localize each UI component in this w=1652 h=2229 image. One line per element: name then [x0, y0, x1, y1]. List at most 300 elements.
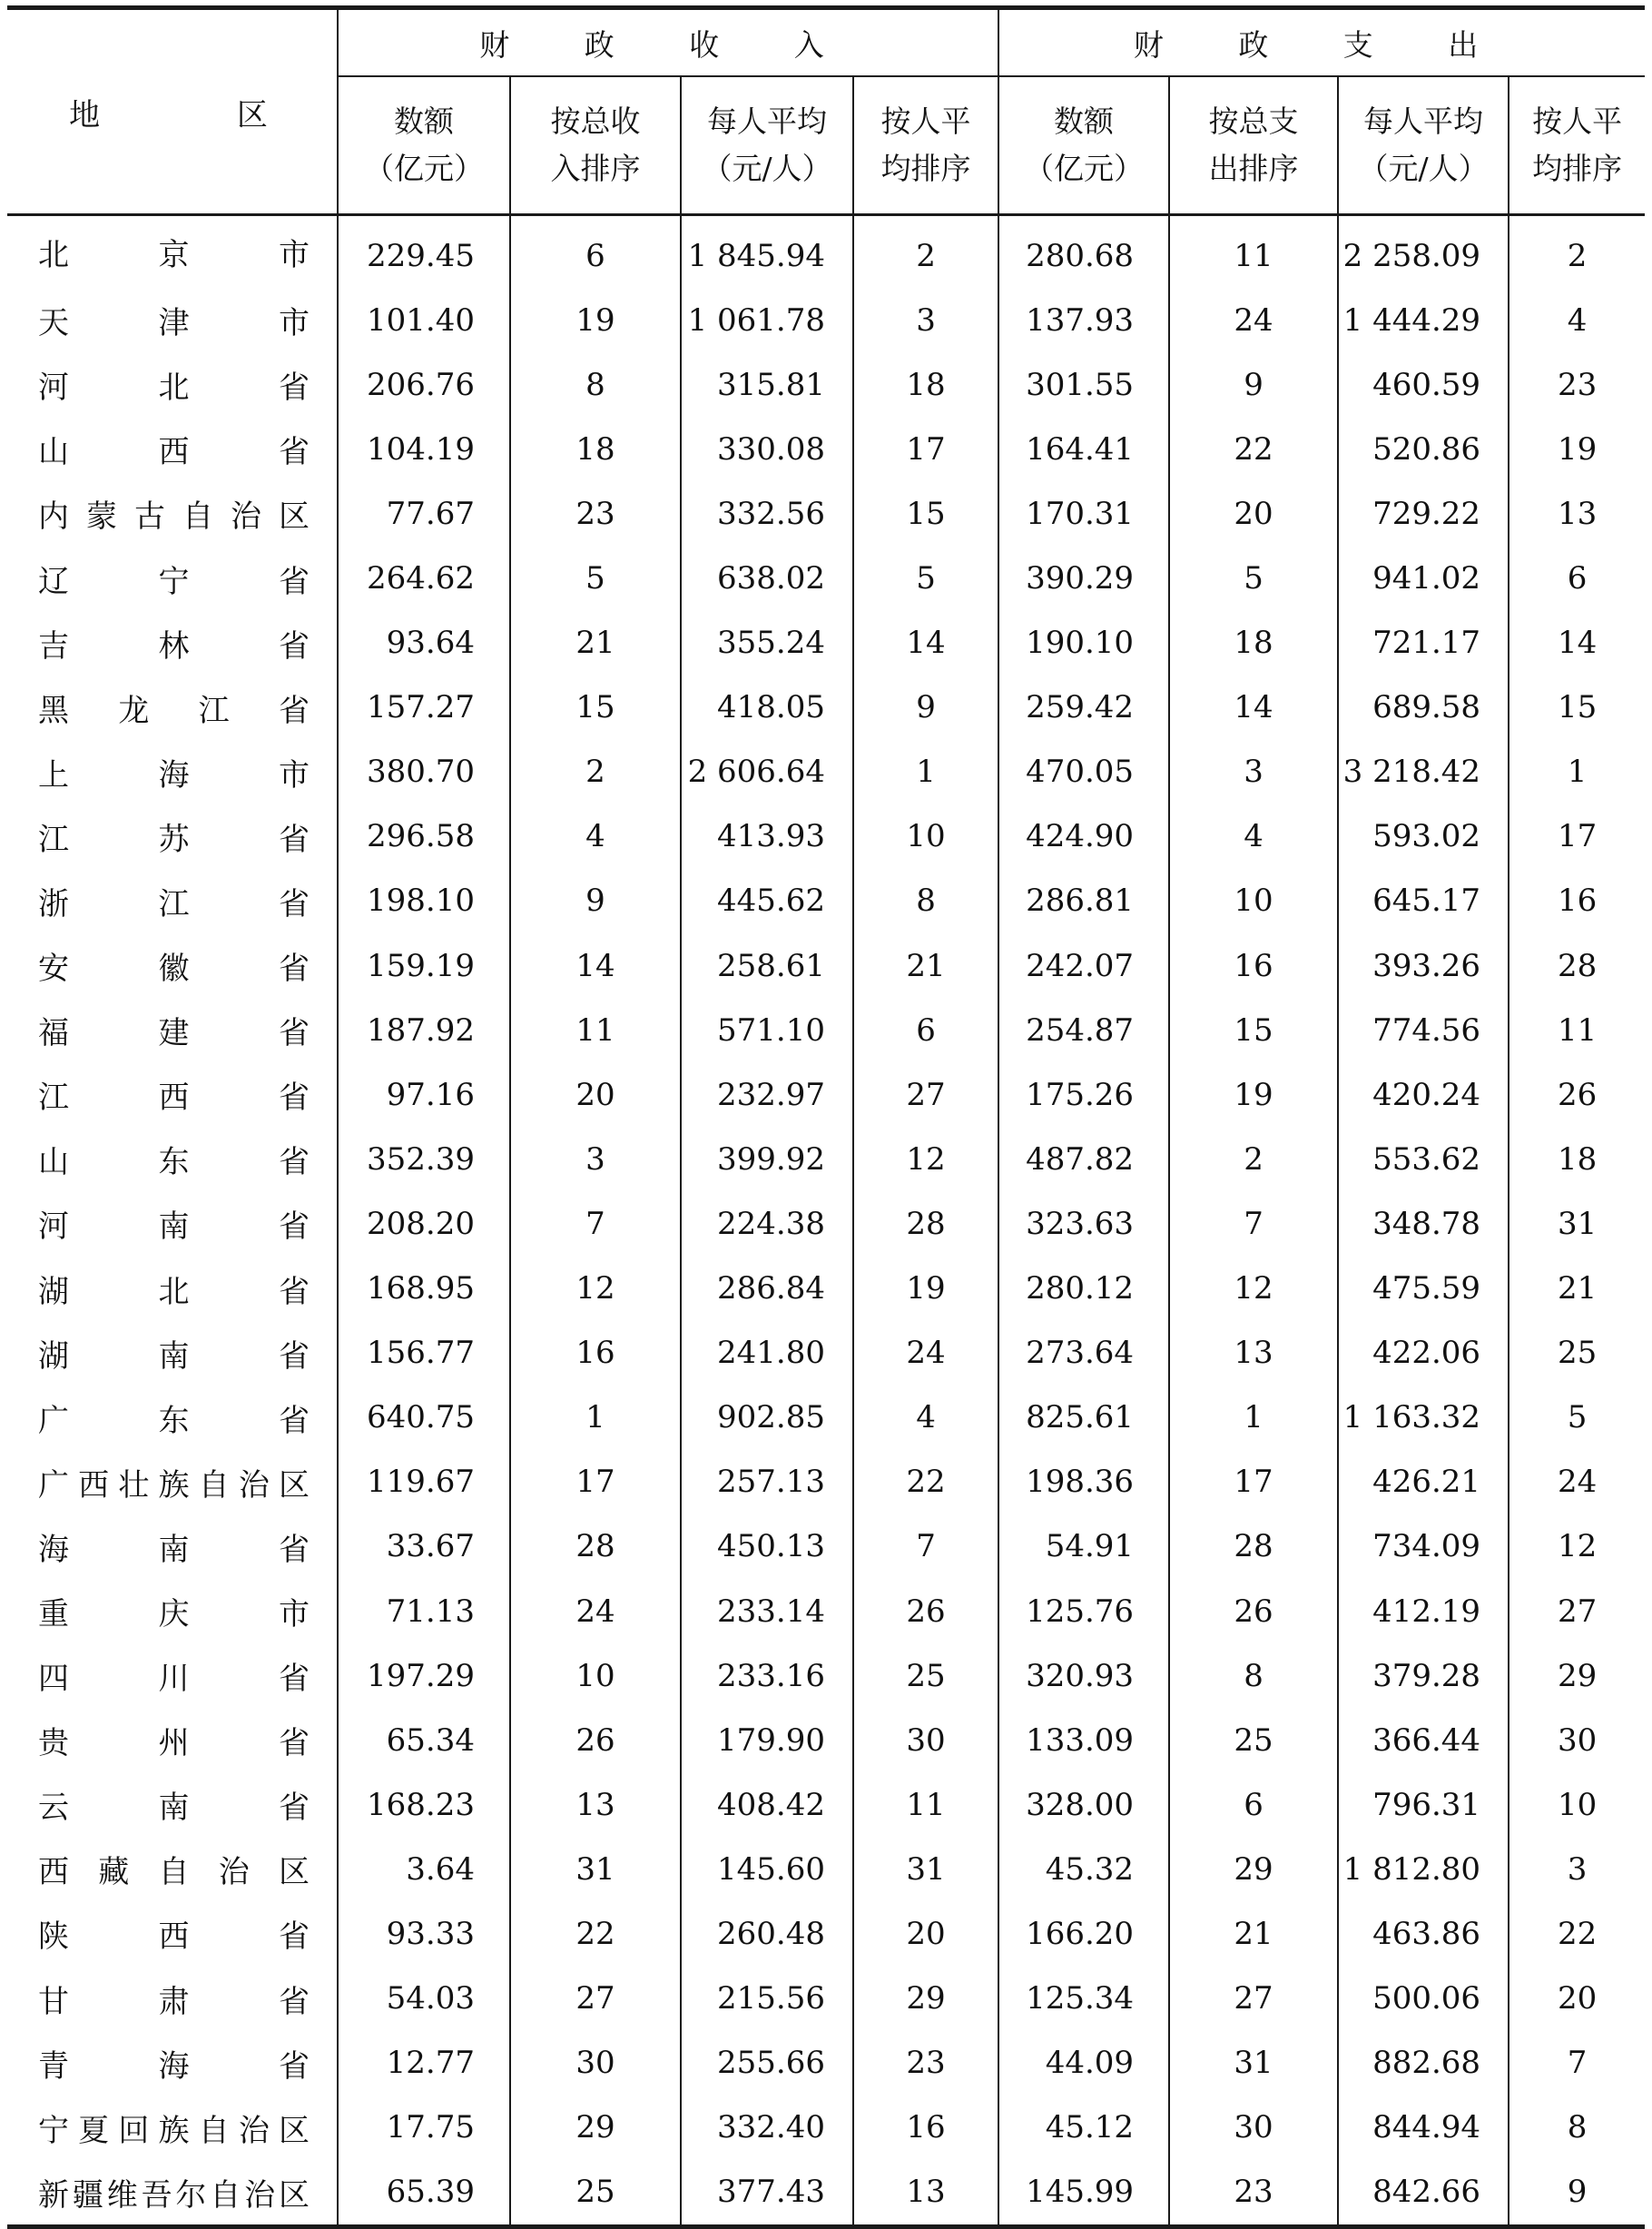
expenditure-amount-cell: 125.34	[998, 1967, 1169, 2031]
expenditure-rank-cell: 31	[1169, 2031, 1338, 2096]
expenditure-per-capita-rank-cell: 3	[1509, 1837, 1645, 1901]
expenditure-amount-cell: 54.91	[998, 1514, 1169, 1579]
region-cell: 山东省	[38, 1144, 310, 1181]
region-cell: 上海市	[38, 756, 310, 794]
expenditure-per-capita-rank-cell: 20	[1509, 1967, 1645, 2031]
income-per-capita-rank-cell: 6	[853, 998, 998, 1062]
income-amount-cell: 156.77	[338, 1321, 510, 1386]
expenditure-rank-cell: 23	[1169, 2160, 1338, 2227]
income-amount-cell: 264.62	[338, 546, 510, 610]
header-expenditure-group: 财 政 支 出	[998, 8, 1645, 77]
income-rank-cell: 2	[510, 740, 681, 804]
expenditure-rank-cell: 21	[1169, 1901, 1338, 1966]
table-row	[7, 1579, 1645, 1643]
income-amount-cell: 93.64	[338, 611, 510, 676]
expenditure-per-capita-rank-cell: 7	[1509, 2031, 1645, 2096]
expenditure-amount-cell: 45.32	[998, 1837, 1169, 1901]
region-cell: 甘肃省	[38, 1983, 310, 2020]
table-row	[7, 1386, 1645, 1450]
income-amount-cell: 65.34	[338, 1708, 510, 1772]
income-per-capita-rank-cell: 23	[853, 2031, 998, 2096]
income-amount-cell: 168.95	[338, 1257, 510, 1321]
income-per-capita-rank-cell: 5	[853, 546, 998, 610]
expenditure-per-capita-rank-cell: 25	[1509, 1321, 1645, 1386]
income-per-capita-cell: 399.92	[681, 1127, 853, 1191]
expenditure-per-capita-rank-cell: 11	[1509, 998, 1645, 1062]
expenditure-amount-cell: 133.09	[998, 1708, 1169, 1772]
expenditure-amount-cell: 320.93	[998, 1643, 1169, 1708]
expenditure-per-capita-cell: 553.62	[1338, 1127, 1509, 1191]
income-amount-cell: 640.75	[338, 1386, 510, 1450]
expenditure-per-capita-cell: 422.06	[1338, 1321, 1509, 1386]
expenditure-per-capita-cell: 379.28	[1338, 1643, 1509, 1708]
expenditure-amount-cell: 328.00	[998, 1772, 1169, 1837]
income-per-capita-cell: 638.02	[681, 546, 853, 610]
income-per-capita-rank-cell: 13	[853, 2160, 998, 2227]
expenditure-per-capita-rank-cell: 13	[1509, 481, 1645, 546]
expenditure-per-capita-cell: 393.26	[1338, 933, 1509, 998]
table-row	[7, 417, 1645, 481]
income-rank-cell: 19	[510, 288, 681, 352]
income-rank-cell: 3	[510, 1127, 681, 1191]
income-rank-cell: 9	[510, 869, 681, 933]
expenditure-rank-cell: 16	[1169, 933, 1338, 998]
expenditure-per-capita-rank-cell: 16	[1509, 869, 1645, 933]
expenditure-per-capita-rank-cell: 30	[1509, 1708, 1645, 1772]
income-per-capita-rank-cell: 27	[853, 1062, 998, 1127]
expenditure-rank-cell: 5	[1169, 546, 1338, 610]
expenditure-per-capita-rank-cell: 23	[1509, 352, 1645, 417]
expenditure-per-capita-cell: 475.59	[1338, 1257, 1509, 1321]
table-row	[7, 2160, 1645, 2227]
expenditure-rank-cell: 3	[1169, 740, 1338, 804]
header-region: 地 区	[7, 8, 338, 215]
table-row	[7, 481, 1645, 546]
income-rank-cell: 28	[510, 1514, 681, 1579]
income-rank-cell: 26	[510, 1708, 681, 1772]
region-cell: 湖北省	[38, 1273, 310, 1310]
income-rank-cell: 30	[510, 2031, 681, 2096]
expenditure-per-capita-rank-cell: 18	[1509, 1127, 1645, 1191]
income-per-capita-cell: 418.05	[681, 676, 853, 740]
expenditure-amount-cell: 273.64	[998, 1321, 1169, 1386]
income-per-capita-rank-cell: 22	[853, 1450, 998, 1514]
table-row	[7, 1062, 1645, 1127]
income-amount-cell: 97.16	[338, 1062, 510, 1127]
header-income-group: 财 政 收 入	[338, 8, 998, 77]
income-rank-cell: 14	[510, 933, 681, 998]
expenditure-amount-cell: 45.12	[998, 2096, 1169, 2160]
region-cell: 新疆维吾尔自治区	[38, 2176, 310, 2214]
table-row	[7, 1127, 1645, 1191]
header-income-amount: 数额 （亿元）	[338, 76, 510, 215]
expenditure-per-capita-cell: 520.86	[1338, 417, 1509, 481]
expenditure-amount-cell: 280.12	[998, 1257, 1169, 1321]
income-per-capita-rank-cell: 25	[853, 1643, 998, 1708]
region-cell: 浙江省	[38, 885, 310, 922]
header-income-per-capita: 每人平均 （元/人）	[681, 76, 853, 215]
expenditure-per-capita-rank-cell: 12	[1509, 1514, 1645, 1579]
expenditure-amount-cell: 175.26	[998, 1062, 1169, 1127]
income-amount-cell: 157.27	[338, 676, 510, 740]
income-per-capita-cell: 286.84	[681, 1257, 853, 1321]
expenditure-per-capita-rank-cell: 10	[1509, 1772, 1645, 1837]
region-cell: 内蒙古自治区	[38, 498, 310, 536]
income-rank-cell: 18	[510, 417, 681, 481]
expenditure-per-capita-cell: 729.22	[1338, 481, 1509, 546]
income-rank-cell: 16	[510, 1321, 681, 1386]
expenditure-rank-cell: 14	[1169, 676, 1338, 740]
income-per-capita-cell: 355.24	[681, 611, 853, 676]
income-amount-cell: 296.58	[338, 804, 510, 869]
expenditure-amount-cell: 137.93	[998, 288, 1169, 352]
table-row	[7, 1772, 1645, 1837]
expenditure-per-capita-rank-cell: 4	[1509, 288, 1645, 352]
income-amount-cell: 33.67	[338, 1514, 510, 1579]
income-per-capita-cell: 332.56	[681, 481, 853, 546]
income-rank-cell: 8	[510, 352, 681, 417]
expenditure-rank-cell: 27	[1169, 1967, 1338, 2031]
income-per-capita-cell: 332.40	[681, 2096, 853, 2160]
expenditure-amount-cell: 487.82	[998, 1127, 1169, 1191]
income-per-capita-cell: 241.80	[681, 1321, 853, 1386]
income-amount-cell: 352.39	[338, 1127, 510, 1191]
expenditure-rank-cell: 13	[1169, 1321, 1338, 1386]
expenditure-rank-cell: 28	[1169, 1514, 1338, 1579]
income-per-capita-cell: 145.60	[681, 1837, 853, 1901]
region-cell: 海南省	[38, 1531, 310, 1568]
expenditure-per-capita-cell: 500.06	[1338, 1967, 1509, 2031]
region-cell: 天津市	[38, 305, 310, 342]
income-amount-cell: 208.20	[338, 1191, 510, 1256]
table-row	[7, 1321, 1645, 1386]
income-amount-cell: 198.10	[338, 869, 510, 933]
region-cell: 重庆市	[38, 1596, 310, 1633]
expenditure-per-capita-rank-cell: 2	[1509, 215, 1645, 289]
region-cell: 北京市	[38, 237, 310, 274]
header-expenditure-per-capita-rank: 按人平 均排序	[1509, 76, 1645, 215]
expenditure-per-capita-cell: 366.44	[1338, 1708, 1509, 1772]
income-per-capita-cell: 571.10	[681, 998, 853, 1062]
expenditure-rank-cell: 7	[1169, 1191, 1338, 1256]
expenditure-rank-cell: 9	[1169, 352, 1338, 417]
expenditure-per-capita-cell: 1 812.80	[1338, 1837, 1509, 1901]
expenditure-per-capita-rank-cell: 19	[1509, 417, 1645, 481]
income-amount-cell: 54.03	[338, 1967, 510, 2031]
income-per-capita-cell: 224.38	[681, 1191, 853, 1256]
income-amount-cell: 12.77	[338, 2031, 510, 2096]
income-per-capita-rank-cell: 14	[853, 611, 998, 676]
income-per-capita-cell: 2 606.64	[681, 740, 853, 804]
region-cell: 四川省	[38, 1661, 310, 1698]
income-amount-cell: 206.76	[338, 352, 510, 417]
income-per-capita-rank-cell: 16	[853, 2096, 998, 2160]
region-cell: 江西省	[38, 1080, 310, 1117]
expenditure-per-capita-cell: 593.02	[1338, 804, 1509, 869]
header-expenditure-rank: 按总支 出排序	[1169, 76, 1338, 215]
header-income-per-capita-rank: 按人平 均排序	[853, 76, 998, 215]
expenditure-amount-cell: 825.61	[998, 1386, 1169, 1450]
table-header	[7, 8, 1645, 215]
fiscal-table	[7, 5, 1645, 2229]
expenditure-per-capita-rank-cell: 17	[1509, 804, 1645, 869]
expenditure-per-capita-cell: 941.02	[1338, 546, 1509, 610]
expenditure-per-capita-cell: 842.66	[1338, 2160, 1509, 2227]
region-cell: 辽宁省	[38, 563, 310, 600]
expenditure-rank-cell: 18	[1169, 611, 1338, 676]
expenditure-per-capita-rank-cell: 8	[1509, 2096, 1645, 2160]
table-body	[7, 215, 1645, 2227]
expenditure-rank-cell: 25	[1169, 1708, 1338, 1772]
region-cell: 安徽省	[38, 951, 310, 988]
expenditure-per-capita-cell: 426.21	[1338, 1450, 1509, 1514]
expenditure-rank-cell: 4	[1169, 804, 1338, 869]
region-cell: 河南省	[38, 1208, 310, 1246]
expenditure-amount-cell: 198.36	[998, 1450, 1169, 1514]
income-amount-cell: 71.13	[338, 1579, 510, 1643]
income-per-capita-rank-cell: 1	[853, 740, 998, 804]
expenditure-rank-cell: 29	[1169, 1837, 1338, 1901]
region-cell: 湖南省	[38, 1337, 310, 1375]
table-row	[7, 288, 1645, 352]
expenditure-rank-cell: 2	[1169, 1127, 1338, 1191]
income-per-capita-rank-cell: 2	[853, 215, 998, 289]
expenditure-amount-cell: 301.55	[998, 352, 1169, 417]
income-per-capita-cell: 258.61	[681, 933, 853, 998]
income-per-capita-cell: 255.66	[681, 2031, 853, 2096]
income-per-capita-rank-cell: 28	[853, 1191, 998, 1256]
expenditure-amount-cell: 424.90	[998, 804, 1169, 869]
table-row	[7, 1257, 1645, 1321]
income-amount-cell: 229.45	[338, 215, 510, 289]
income-per-capita-rank-cell: 24	[853, 1321, 998, 1386]
income-per-capita-cell: 260.48	[681, 1901, 853, 1966]
expenditure-rank-cell: 17	[1169, 1450, 1338, 1514]
expenditure-rank-cell: 19	[1169, 1062, 1338, 1127]
income-per-capita-cell: 257.13	[681, 1450, 853, 1514]
table-row	[7, 1191, 1645, 1256]
region-cell: 西藏自治区	[38, 1854, 310, 1891]
region-cell: 河北省	[38, 370, 310, 407]
income-per-capita-rank-cell: 11	[853, 1772, 998, 1837]
expenditure-rank-cell: 30	[1169, 2096, 1338, 2160]
expenditure-per-capita-rank-cell: 1	[1509, 740, 1645, 804]
income-per-capita-rank-cell: 19	[853, 1257, 998, 1321]
income-per-capita-cell: 445.62	[681, 869, 853, 933]
income-amount-cell: 101.40	[338, 288, 510, 352]
region-cell: 宁夏回族自治区	[38, 2112, 310, 2149]
expenditure-per-capita-cell: 774.56	[1338, 998, 1509, 1062]
income-amount-cell: 17.75	[338, 2096, 510, 2160]
income-amount-cell: 77.67	[338, 481, 510, 546]
expenditure-rank-cell: 15	[1169, 998, 1338, 1062]
income-per-capita-rank-cell: 15	[853, 481, 998, 546]
expenditure-per-capita-cell: 460.59	[1338, 352, 1509, 417]
header-income-rank: 按总收 入排序	[510, 76, 681, 215]
income-per-capita-cell: 232.97	[681, 1062, 853, 1127]
income-per-capita-cell: 315.81	[681, 352, 853, 417]
expenditure-rank-cell: 26	[1169, 1579, 1338, 1643]
region-cell: 黑龙江省	[38, 692, 310, 729]
income-rank-cell: 22	[510, 1901, 681, 1966]
income-rank-cell: 21	[510, 611, 681, 676]
expenditure-amount-cell: 286.81	[998, 869, 1169, 933]
expenditure-per-capita-rank-cell: 31	[1509, 1191, 1645, 1256]
expenditure-per-capita-cell: 1 163.32	[1338, 1386, 1509, 1450]
income-rank-cell: 29	[510, 2096, 681, 2160]
expenditure-per-capita-cell: 2 258.09	[1338, 215, 1509, 289]
region-cell: 广西壮族自治区	[38, 1466, 310, 1504]
expenditure-per-capita-cell: 796.31	[1338, 1772, 1509, 1837]
expenditure-per-capita-cell: 420.24	[1338, 1062, 1509, 1127]
income-per-capita-cell: 408.42	[681, 1772, 853, 1837]
income-per-capita-rank-cell: 4	[853, 1386, 998, 1450]
table-row	[7, 2096, 1645, 2160]
expenditure-amount-cell: 323.63	[998, 1191, 1169, 1256]
expenditure-amount-cell: 170.31	[998, 481, 1169, 546]
expenditure-amount-cell: 280.68	[998, 215, 1169, 289]
table-row	[7, 740, 1645, 804]
expenditure-per-capita-cell: 689.58	[1338, 676, 1509, 740]
table-row	[7, 1901, 1645, 1966]
region-cell: 贵州省	[38, 1725, 310, 1762]
expenditure-per-capita-cell: 844.94	[1338, 2096, 1509, 2160]
income-amount-cell: 159.19	[338, 933, 510, 998]
income-per-capita-rank-cell: 9	[853, 676, 998, 740]
expenditure-per-capita-cell: 348.78	[1338, 1191, 1509, 1256]
table-row	[7, 1450, 1645, 1514]
expenditure-amount-cell: 470.05	[998, 740, 1169, 804]
region-cell: 福建省	[38, 1015, 310, 1052]
expenditure-rank-cell: 12	[1169, 1257, 1338, 1321]
region-cell: 吉林省	[38, 627, 310, 665]
expenditure-amount-cell: 166.20	[998, 1901, 1169, 1966]
income-rank-cell: 15	[510, 676, 681, 740]
expenditure-amount-cell: 125.76	[998, 1579, 1169, 1643]
income-rank-cell: 13	[510, 1772, 681, 1837]
expenditure-amount-cell: 390.29	[998, 546, 1169, 610]
table-row	[7, 998, 1645, 1062]
expenditure-rank-cell: 6	[1169, 1772, 1338, 1837]
income-amount-cell: 119.67	[338, 1450, 510, 1514]
expenditure-per-capita-rank-cell: 21	[1509, 1257, 1645, 1321]
table-row	[7, 869, 1645, 933]
expenditure-per-capita-cell: 721.17	[1338, 611, 1509, 676]
table-row	[7, 611, 1645, 676]
expenditure-rank-cell: 11	[1169, 215, 1338, 289]
expenditure-per-capita-rank-cell: 27	[1509, 1579, 1645, 1643]
income-amount-cell: 187.92	[338, 998, 510, 1062]
income-rank-cell: 27	[510, 1967, 681, 2031]
income-amount-cell: 104.19	[338, 417, 510, 481]
table-row	[7, 546, 1645, 610]
income-per-capita-cell: 215.56	[681, 1967, 853, 2031]
income-amount-cell: 168.23	[338, 1772, 510, 1837]
expenditure-amount-cell: 190.10	[998, 611, 1169, 676]
income-amount-cell: 3.64	[338, 1837, 510, 1901]
income-rank-cell: 23	[510, 481, 681, 546]
income-per-capita-rank-cell: 8	[853, 869, 998, 933]
table-row	[7, 676, 1645, 740]
table-row	[7, 933, 1645, 998]
income-rank-cell: 24	[510, 1579, 681, 1643]
header-expenditure-per-capita: 每人平均 （元/人）	[1338, 76, 1509, 215]
income-rank-cell: 25	[510, 2160, 681, 2227]
income-per-capita-cell: 377.43	[681, 2160, 853, 2227]
income-rank-cell: 5	[510, 546, 681, 610]
income-per-capita-cell: 233.14	[681, 1579, 853, 1643]
expenditure-per-capita-rank-cell: 9	[1509, 2160, 1645, 2227]
income-per-capita-cell: 902.85	[681, 1386, 853, 1450]
income-rank-cell: 12	[510, 1257, 681, 1321]
income-per-capita-rank-cell: 10	[853, 804, 998, 869]
income-per-capita-cell: 450.13	[681, 1514, 853, 1579]
income-per-capita-rank-cell: 20	[853, 1901, 998, 1966]
income-per-capita-rank-cell: 26	[853, 1579, 998, 1643]
expenditure-rank-cell: 10	[1169, 869, 1338, 933]
region-cell: 云南省	[38, 1790, 310, 1827]
table-row	[7, 215, 1645, 289]
income-per-capita-cell: 233.16	[681, 1643, 853, 1708]
table-row	[7, 2031, 1645, 2096]
income-amount-cell: 197.29	[338, 1643, 510, 1708]
income-per-capita-rank-cell: 17	[853, 417, 998, 481]
expenditure-per-capita-cell: 645.17	[1338, 869, 1509, 933]
expenditure-amount-cell: 44.09	[998, 2031, 1169, 2096]
income-rank-cell: 31	[510, 1837, 681, 1901]
expenditure-rank-cell: 22	[1169, 417, 1338, 481]
region-cell: 江苏省	[38, 821, 310, 858]
expenditure-per-capita-rank-cell: 5	[1509, 1386, 1645, 1450]
expenditure-per-capita-rank-cell: 24	[1509, 1450, 1645, 1514]
income-amount-cell: 65.39	[338, 2160, 510, 2227]
region-cell: 青海省	[38, 2047, 310, 2085]
expenditure-per-capita-cell: 412.19	[1338, 1579, 1509, 1643]
income-per-capita-cell: 1 061.78	[681, 288, 853, 352]
expenditure-per-capita-rank-cell: 29	[1509, 1643, 1645, 1708]
expenditure-per-capita-rank-cell: 14	[1509, 611, 1645, 676]
region-cell: 陕西省	[38, 1918, 310, 1956]
expenditure-per-capita-cell: 463.86	[1338, 1901, 1509, 1966]
expenditure-per-capita-cell: 882.68	[1338, 2031, 1509, 2096]
expenditure-per-capita-rank-cell: 28	[1509, 933, 1645, 998]
income-per-capita-rank-cell: 12	[853, 1127, 998, 1191]
expenditure-amount-cell: 254.87	[998, 998, 1169, 1062]
table-row	[7, 804, 1645, 869]
expenditure-rank-cell: 20	[1169, 481, 1338, 546]
income-amount-cell: 380.70	[338, 740, 510, 804]
income-rank-cell: 10	[510, 1643, 681, 1708]
income-rank-cell: 11	[510, 998, 681, 1062]
header-expenditure-amount: 数额 （亿元）	[998, 76, 1169, 215]
income-rank-cell: 6	[510, 215, 681, 289]
income-per-capita-rank-cell: 21	[853, 933, 998, 998]
income-per-capita-cell: 413.93	[681, 804, 853, 869]
income-per-capita-rank-cell: 30	[853, 1708, 998, 1772]
income-rank-cell: 4	[510, 804, 681, 869]
expenditure-rank-cell: 24	[1169, 288, 1338, 352]
income-rank-cell: 17	[510, 1450, 681, 1514]
table-row	[7, 1514, 1645, 1579]
expenditure-rank-cell: 1	[1169, 1386, 1338, 1450]
income-per-capita-rank-cell: 7	[853, 1514, 998, 1579]
expenditure-per-capita-cell: 1 444.29	[1338, 288, 1509, 352]
income-per-capita-cell: 1 845.94	[681, 215, 853, 289]
income-per-capita-rank-cell: 31	[853, 1837, 998, 1901]
income-per-capita-cell: 330.08	[681, 417, 853, 481]
expenditure-per-capita-rank-cell: 6	[1509, 546, 1645, 610]
expenditure-per-capita-rank-cell: 15	[1509, 676, 1645, 740]
